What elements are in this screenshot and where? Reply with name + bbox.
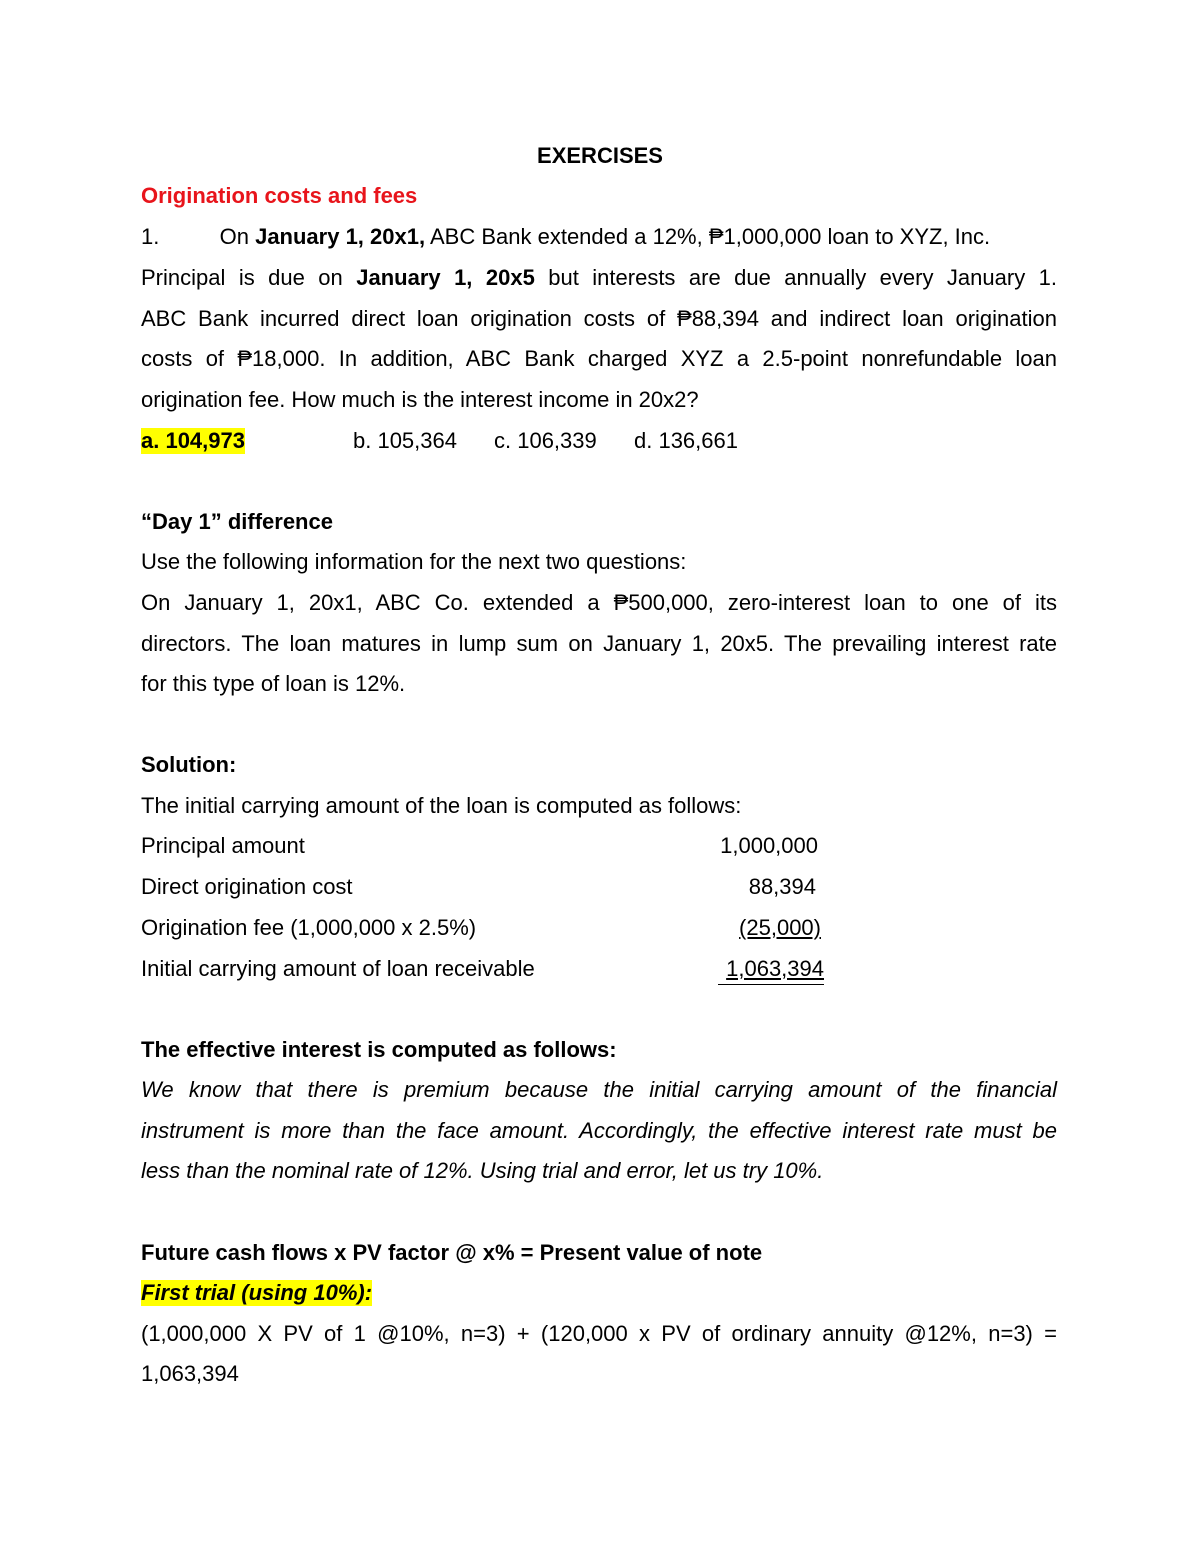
double-underline	[718, 984, 824, 985]
row-label-origination-fee: Origination fee (1,000,000 x 2.5%)	[141, 915, 477, 940]
choice-c: c. 106,339	[494, 428, 597, 453]
formula-heading: Future cash flows x PV factor @ x% = Present value of note	[141, 1240, 763, 1265]
solution-heading: Solution:	[141, 752, 237, 777]
row-value-origination-fee: (25,000)	[739, 915, 821, 940]
question-1-line-2: Principal is due on January 1, 20x5 but interests are due annually every January 1.	[141, 265, 1057, 290]
question-1-line-3: ABC Bank incurred direct loan origination costs of ₱88,394 and indirect loan origination	[141, 306, 1057, 331]
effective-heading: The effective interest is computed as follows:	[141, 1037, 617, 1062]
effective-line-1: We know that there is premium because the initial carrying amount of the financial	[141, 1077, 1057, 1102]
question-1-line-4: costs of ₱18,000. In addition, ABC Bank charged XYZ a 2.5-point nonrefundable loan	[141, 346, 1057, 371]
question-number: 1.	[141, 224, 160, 249]
effective-line-3: less than the nominal rate of 12%. Using trial and error, let us try 10%.	[141, 1158, 824, 1183]
question-1-line-5: origination fee. How much is the interest income in 20x2?	[141, 387, 699, 412]
choice-b: b. 105,364	[353, 428, 457, 453]
row-label-principal: Principal amount	[141, 833, 305, 858]
choice-a-answer: a. 104,973	[141, 428, 245, 453]
section-heading-origination: Origination costs and fees	[141, 183, 418, 208]
page-title: EXERCISES	[537, 143, 663, 168]
question-1-line-1: 1. On January 1, 20x1, ABC Bank extended a 12%, ₱1,000,000 loan to XYZ, Inc.	[141, 224, 991, 249]
day1-line-4: for this type of loan is 12%.	[141, 671, 406, 696]
day1-line-1: Use the following information for the next two questions:	[141, 549, 687, 574]
formula-line-2: 1,063,394	[141, 1361, 239, 1386]
effective-line-2: instrument is more than the face amount. Accordingly, the effective interest rate must be	[141, 1118, 1057, 1143]
section-heading-day1: “Day 1” difference	[141, 509, 333, 534]
day1-line-3: directors. The loan matures in lump sum on January 1, 20x5. The prevailing interest rate	[141, 631, 1057, 656]
row-label-initial-carrying: Initial carrying amount of loan receivable	[141, 956, 535, 981]
formula-line-1: (1,000,000 X PV of 1 @10%, n=3) + (120,000 x PV of ordinary annuity @12%, n=3) =	[141, 1321, 1057, 1346]
day1-line-2: On January 1, 20x1, ABC Co. extended a ₱500,000, zero-interest loan to one of its	[141, 590, 1057, 615]
solution-intro: The initial carrying amount of the loan is computed as follows:	[141, 793, 742, 818]
choice-d: d. 136,661	[634, 428, 738, 453]
row-value-principal: 1,000,000	[720, 833, 818, 858]
first-trial-label: First trial (using 10%):	[141, 1280, 373, 1305]
row-value-initial-carrying: 1,063,394	[726, 956, 824, 981]
row-value-direct-cost: 88,394	[748, 874, 816, 899]
row-label-direct-cost: Direct origination cost	[141, 874, 353, 899]
